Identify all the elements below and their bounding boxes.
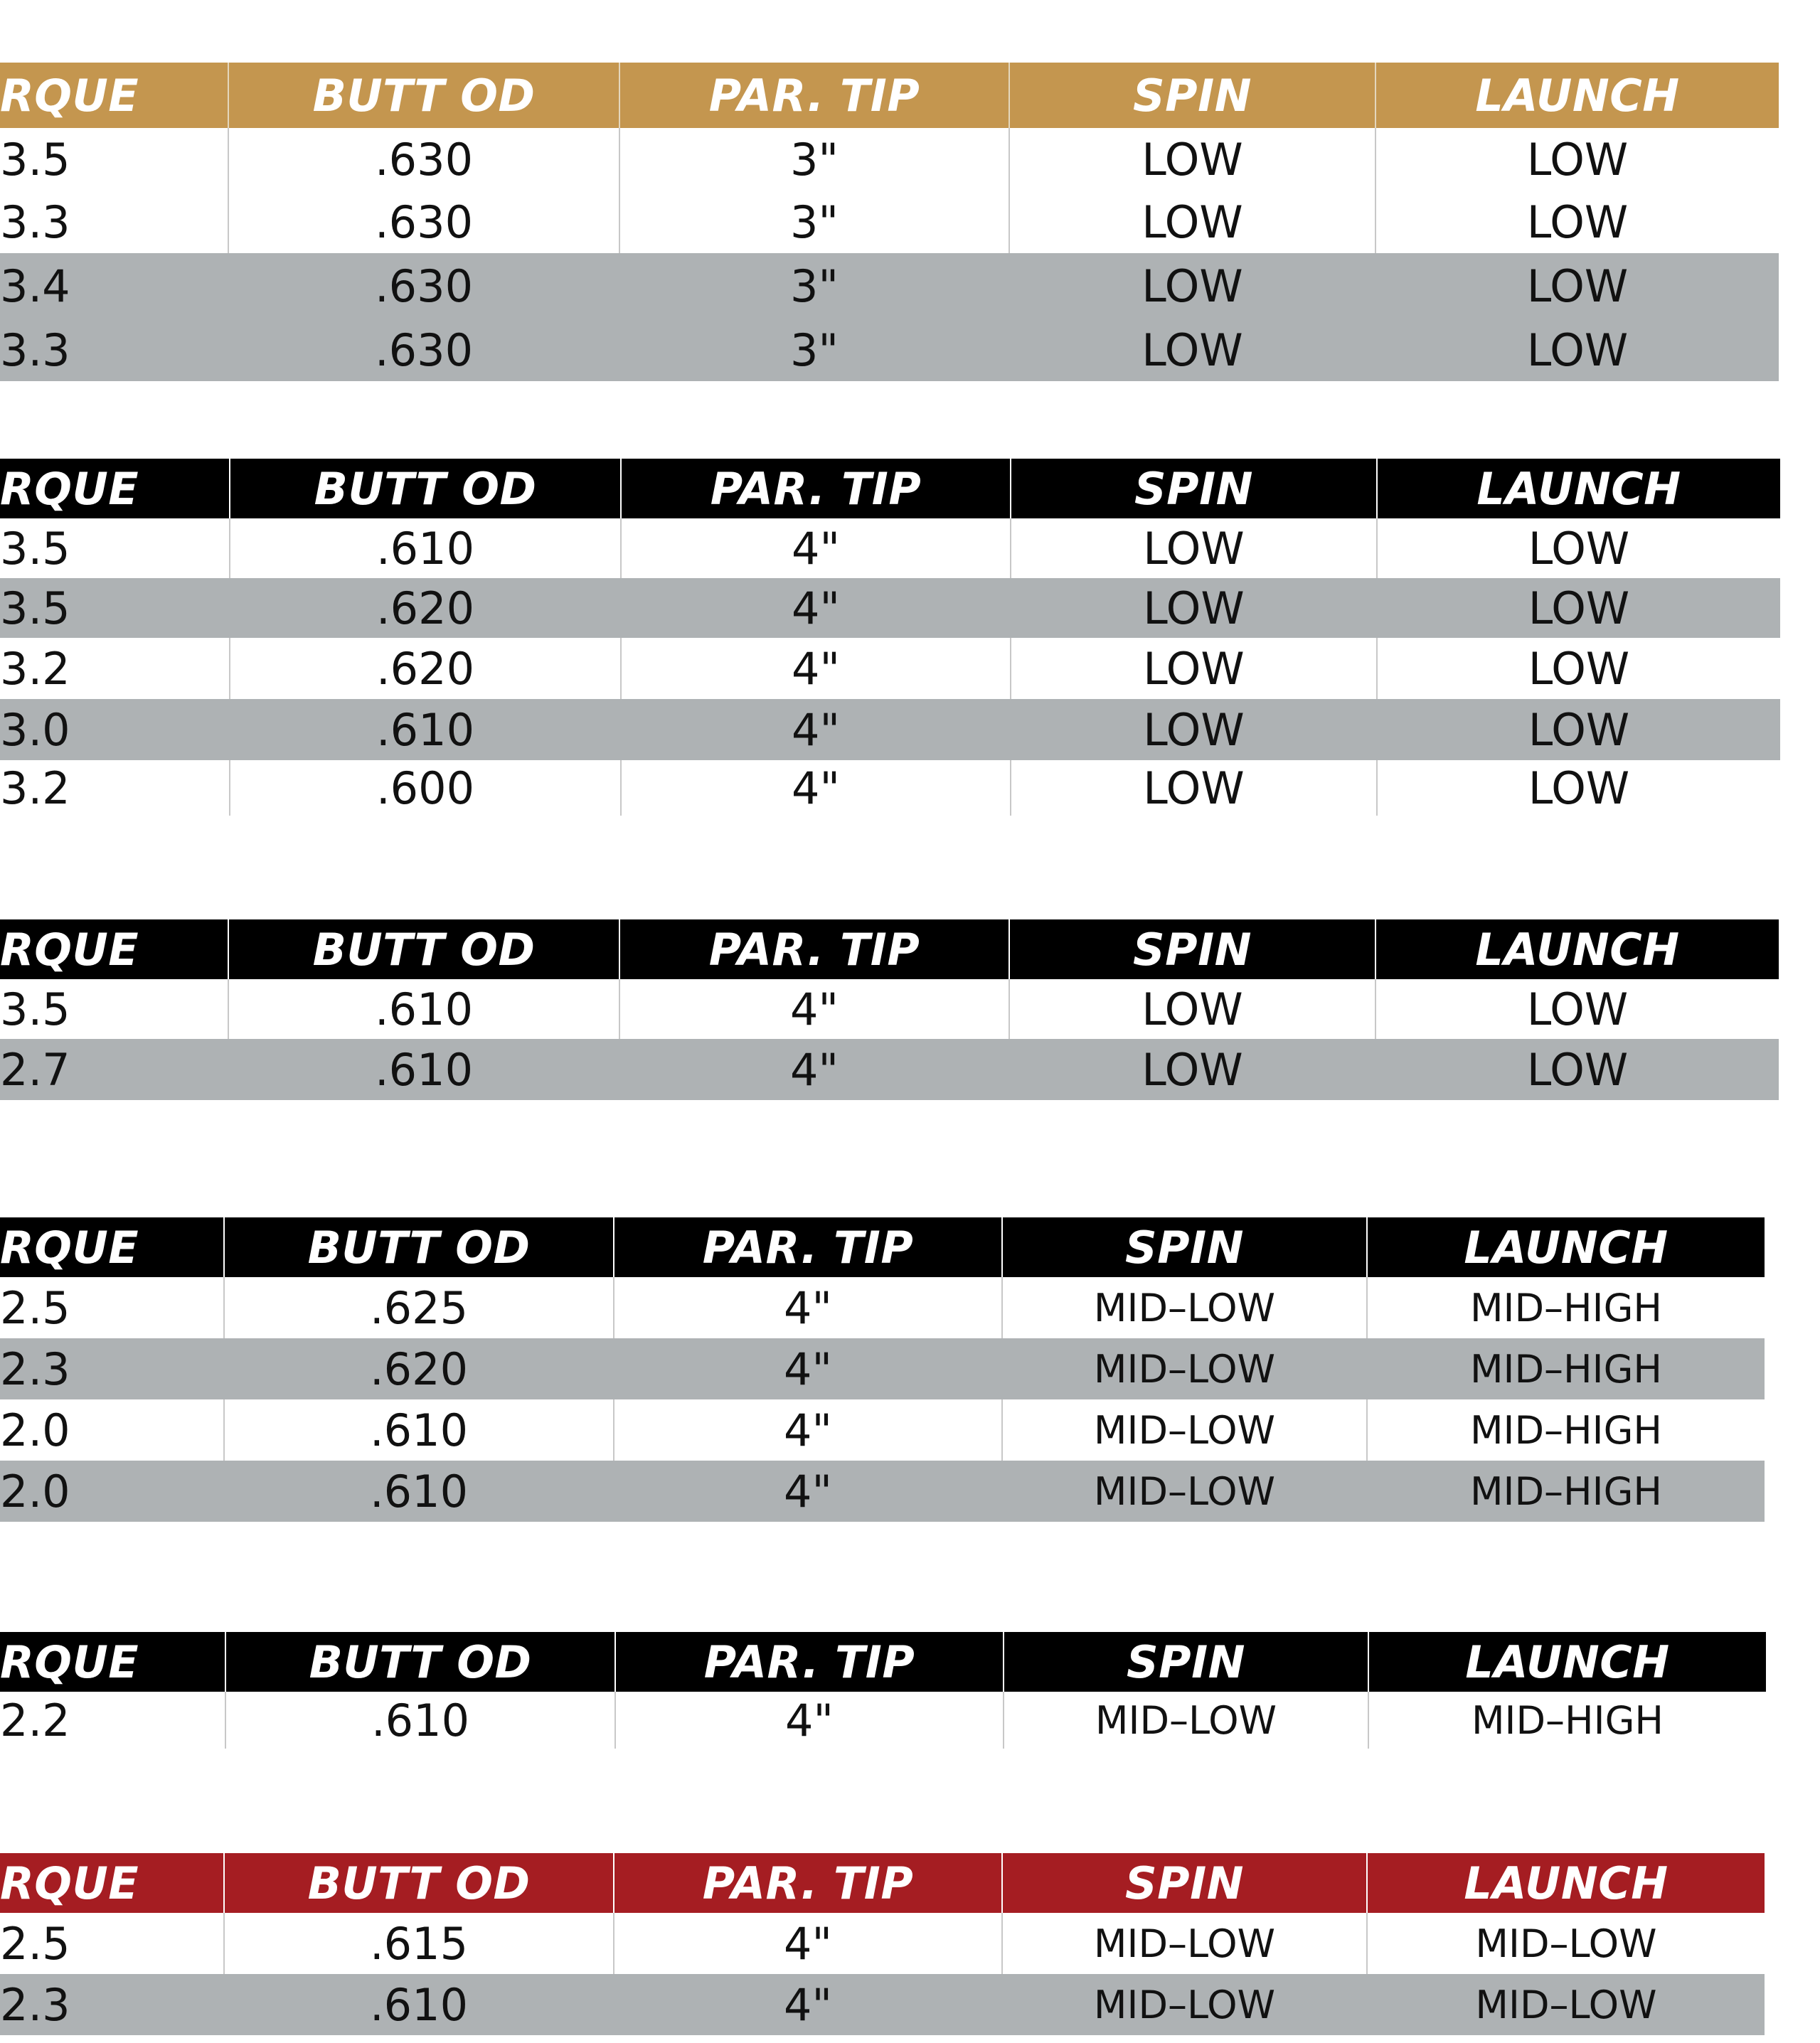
header-torque: RQUE — [0, 923, 139, 976]
cell-launch: MID–LOW — [1366, 1974, 1765, 2035]
cell-butt-od: .610 — [229, 699, 620, 760]
table-row — [0, 1039, 1779, 1100]
cell-torque: 2.5 — [0, 1281, 70, 1334]
header-launch: LAUNCH — [1368, 1632, 1766, 1692]
table-row — [0, 1338, 1765, 1399]
cell-par-tip: 4" — [620, 760, 1010, 816]
table-row — [0, 1399, 1765, 1461]
header-butt-od: BUTT OD — [229, 459, 620, 518]
cell-butt-od: .620 — [223, 1338, 613, 1399]
cell-par-tip: 4" — [614, 1692, 1003, 1749]
header-launch: LAUNCH — [1366, 1217, 1765, 1277]
cell-torque: 3.3 — [0, 324, 70, 376]
cell-launch: MID–HIGH — [1366, 1461, 1765, 1522]
cell-par-tip: 3" — [619, 191, 1009, 253]
cell-spin: LOW — [1010, 638, 1376, 699]
header-spin: SPIN — [1010, 459, 1376, 518]
cell-butt-od: .610 — [223, 1461, 613, 1522]
cell-launch: LOW — [1375, 253, 1779, 319]
table-row — [0, 760, 1780, 816]
cell-butt-od: .610 — [223, 1399, 613, 1461]
cell-spin: LOW — [1010, 578, 1376, 638]
cell-par-tip: 4" — [613, 1399, 1001, 1461]
cell-spin: LOW — [1009, 191, 1375, 253]
table-header — [0, 1853, 1765, 1913]
cell-torque: 2.5 — [0, 1917, 70, 1970]
header-launch: LAUNCH — [1375, 63, 1779, 128]
cell-spin: MID–LOW — [1001, 1277, 1366, 1338]
cell-butt-od: .630 — [228, 319, 619, 381]
cell-spin: MID–LOW — [1003, 1692, 1368, 1749]
table-row — [0, 518, 1780, 578]
spec-table-4 — [0, 1217, 1765, 1522]
cell-launch: LOW — [1375, 979, 1779, 1039]
cell-torque: 3.3 — [0, 196, 70, 248]
cell-torque: 2.0 — [0, 1465, 70, 1517]
table-row — [0, 578, 1780, 638]
header-spin: SPIN — [1003, 1632, 1368, 1692]
cell-spin: MID–LOW — [1001, 1913, 1366, 1974]
cell-butt-od: .610 — [225, 1692, 614, 1749]
cell-butt-od: .625 — [223, 1277, 613, 1338]
header-spin: SPIN — [1001, 1853, 1366, 1913]
cell-spin: MID–LOW — [1001, 1461, 1366, 1522]
cell-butt-od: .600 — [229, 760, 620, 816]
cell-spin: LOW — [1010, 699, 1376, 760]
header-torque: RQUE — [0, 1221, 139, 1274]
cell-launch: LOW — [1376, 638, 1780, 699]
table-header — [0, 459, 1780, 518]
cell-par-tip: 4" — [619, 1039, 1009, 1100]
header-spin: SPIN — [1009, 63, 1375, 128]
header-launch: LAUNCH — [1375, 919, 1779, 979]
cell-butt-od: .610 — [228, 979, 619, 1039]
header-spin: SPIN — [1009, 919, 1375, 979]
header-par-tip: PAR. TIP — [619, 63, 1009, 128]
table-header — [0, 1632, 1766, 1692]
header-par-tip: PAR. TIP — [614, 1632, 1003, 1692]
header-torque: RQUE — [0, 1857, 139, 1909]
cell-par-tip: 4" — [613, 1277, 1001, 1338]
table-row — [0, 979, 1779, 1039]
cell-torque: 3.2 — [0, 642, 70, 695]
table-header — [0, 63, 1779, 128]
cell-launch: LOW — [1375, 1039, 1779, 1100]
cell-par-tip: 3" — [619, 319, 1009, 381]
cell-launch: MID–HIGH — [1366, 1338, 1765, 1399]
header-par-tip: PAR. TIP — [620, 459, 1010, 518]
cell-torque: 3.2 — [0, 762, 70, 814]
spec-table-5 — [0, 1632, 1766, 1749]
cell-butt-od: .630 — [228, 128, 619, 191]
cell-butt-od: .620 — [229, 638, 620, 699]
table-row — [0, 253, 1779, 319]
cell-torque: 2.2 — [0, 1694, 70, 1746]
cell-launch: MID–HIGH — [1366, 1399, 1765, 1461]
cell-par-tip: 4" — [620, 638, 1010, 699]
table-header — [0, 1217, 1765, 1277]
header-torque: RQUE — [0, 462, 139, 515]
table-row — [0, 191, 1779, 253]
spec-table-2 — [0, 459, 1780, 816]
cell-torque: 2.0 — [0, 1404, 70, 1456]
cell-par-tip: 4" — [613, 1913, 1001, 1974]
cell-spin: LOW — [1010, 760, 1376, 816]
header-par-tip: PAR. TIP — [619, 919, 1009, 979]
header-par-tip: PAR. TIP — [613, 1217, 1001, 1277]
header-butt-od: BUTT OD — [223, 1217, 613, 1277]
cell-spin: LOW — [1009, 128, 1375, 191]
cell-spin: MID–LOW — [1001, 1974, 1366, 2035]
cell-par-tip: 4" — [620, 578, 1010, 638]
header-torque: RQUE — [0, 69, 139, 122]
cell-butt-od: .630 — [228, 191, 619, 253]
cell-butt-od: .620 — [229, 578, 620, 638]
cell-par-tip: 4" — [613, 1974, 1001, 2035]
cell-torque: 2.3 — [0, 1978, 70, 2031]
table-row — [0, 638, 1780, 699]
table-row — [0, 1461, 1765, 1522]
cell-launch: LOW — [1375, 191, 1779, 253]
table-row — [0, 319, 1779, 381]
cell-par-tip: 4" — [613, 1461, 1001, 1522]
header-par-tip: PAR. TIP — [613, 1853, 1001, 1913]
cell-spin: LOW — [1009, 1039, 1375, 1100]
cell-launch: LOW — [1376, 518, 1780, 578]
cell-torque: 3.5 — [0, 522, 70, 575]
cell-torque: 3.5 — [0, 133, 70, 186]
header-launch: LAUNCH — [1366, 1853, 1765, 1913]
table-row — [0, 1277, 1765, 1338]
cell-butt-od: .630 — [228, 253, 619, 319]
cell-par-tip: 3" — [619, 253, 1009, 319]
cell-par-tip: 4" — [620, 699, 1010, 760]
cell-launch: LOW — [1376, 699, 1780, 760]
header-launch: LAUNCH — [1376, 459, 1780, 518]
cell-torque: 2.7 — [0, 1043, 70, 1096]
cell-spin: LOW — [1009, 319, 1375, 381]
spec-table-6 — [0, 1853, 1765, 2035]
table-row — [0, 1692, 1766, 1749]
table-row — [0, 1974, 1765, 2035]
cell-launch: MID–HIGH — [1366, 1277, 1765, 1338]
cell-spin: LOW — [1010, 518, 1376, 578]
cell-spin: LOW — [1009, 979, 1375, 1039]
cell-torque: 3.5 — [0, 582, 70, 634]
cell-par-tip: 4" — [620, 518, 1010, 578]
spec-table-1 — [0, 63, 1779, 381]
cell-butt-od: .610 — [229, 518, 620, 578]
header-butt-od: BUTT OD — [225, 1632, 614, 1692]
cell-par-tip: 4" — [619, 979, 1009, 1039]
cell-torque: 3.0 — [0, 703, 70, 756]
cell-torque: 3.5 — [0, 983, 70, 1035]
cell-launch: LOW — [1375, 128, 1779, 191]
header-butt-od: BUTT OD — [228, 63, 619, 128]
spec-table-3 — [0, 919, 1779, 1100]
table-row — [0, 1913, 1765, 1974]
cell-spin: MID–LOW — [1001, 1399, 1366, 1461]
cell-butt-od: .615 — [223, 1913, 613, 1974]
table-row — [0, 128, 1779, 191]
cell-spin: LOW — [1009, 253, 1375, 319]
cell-par-tip: 4" — [613, 1338, 1001, 1399]
table-header — [0, 919, 1779, 979]
header-butt-od: BUTT OD — [223, 1853, 613, 1913]
table-row — [0, 699, 1780, 760]
cell-launch: LOW — [1376, 578, 1780, 638]
cell-launch: MID–LOW — [1366, 1913, 1765, 1974]
cell-torque: 3.4 — [0, 260, 70, 312]
cell-launch: LOW — [1376, 760, 1780, 816]
cell-butt-od: .610 — [228, 1039, 619, 1100]
header-spin: SPIN — [1001, 1217, 1366, 1277]
cell-spin: MID–LOW — [1001, 1338, 1366, 1399]
header-butt-od: BUTT OD — [228, 919, 619, 979]
cell-launch: LOW — [1375, 319, 1779, 381]
cell-torque: 2.3 — [0, 1343, 70, 1395]
header-torque: RQUE — [0, 1636, 139, 1688]
cell-launch: MID–HIGH — [1368, 1692, 1766, 1749]
cell-butt-od: .610 — [223, 1974, 613, 2035]
cell-par-tip: 3" — [619, 128, 1009, 191]
